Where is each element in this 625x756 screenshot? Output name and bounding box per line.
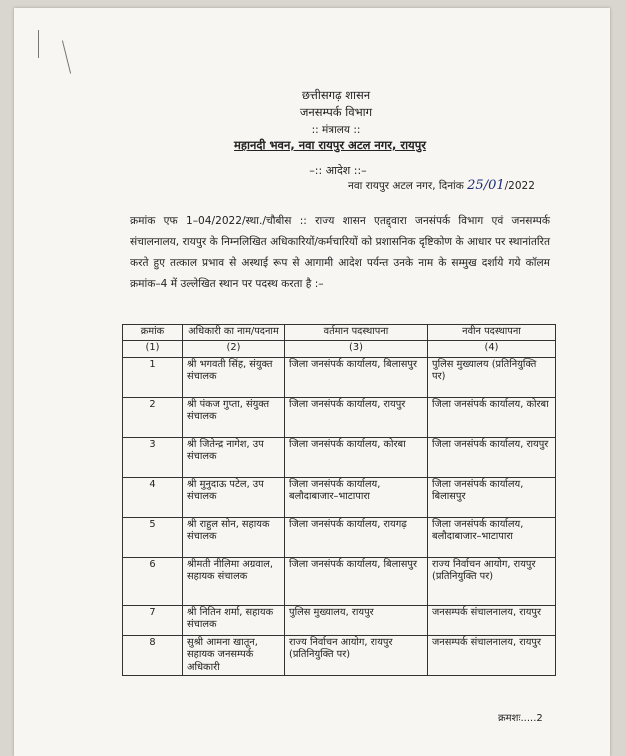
- table-row: [123, 635, 556, 676]
- table-row: [123, 557, 556, 605]
- serial-number: 6: [123, 557, 183, 605]
- serial-number: 8: [123, 635, 183, 676]
- date-year: /2022: [504, 180, 535, 192]
- current-posting: जिला जनसंपर्क कार्यालय, बलौदाबाजार–भाटापारा: [285, 477, 428, 517]
- order-dateline: [348, 178, 535, 193]
- order-paragraph: क्रमांक एफ 1–04/2022/स्था./चौबीस :: राज्य शासन एतद्द्वारा जनसंपर्क विभाग एवं जनसम्पर्क संचालनालय, रायपुर के निम्नलिखित अधिकारियों/कर्मचारियों को प्रशासनिक दृष्टिकोण के आधार पर स्थानांतरित करते हुए तत्काल प्रभाव से अस्थाई रूप से आगामी आदेश पर्यन्त उनके नाम के सम्मुख दर्शाये गये कॉलम क्रमांक–4 में उल्लेखित स्थान पर पदस्थ करता है :–: [130, 215, 550, 290]
- current-posting: जिला जनसंपर्क कार्यालय, बिलासपुर: [285, 557, 428, 605]
- ministry-label: :: मंत्रालय ::: [311, 124, 361, 136]
- col-header-current-posting: वर्तमान पदस्थापना: [285, 325, 428, 341]
- current-posting: पुलिस मुख्यालय, रायपुर: [285, 605, 428, 635]
- new-posting: जिला जनसंपर्क कार्यालय, बलौदाबाजार–भाटापारा: [428, 517, 556, 557]
- punch-mark: [38, 30, 39, 58]
- current-posting: राज्य निर्वाचन आयोग, रायपुर (प्रतिनियुक्ति पर): [285, 635, 428, 676]
- new-posting: जिला जनसंपर्क कार्यालय, कोरबा: [428, 397, 556, 437]
- serial-number: 5: [123, 517, 183, 557]
- officer-name: श्री राहुल सोन, सहायक संचालक: [183, 517, 285, 557]
- continued-note: क्रमशः.....2: [498, 713, 543, 724]
- new-posting: जनसम्पर्क संचालनालय, रायपुर: [428, 605, 556, 635]
- col-number: (2): [183, 340, 285, 357]
- handwritten-date: 25/01: [467, 178, 505, 193]
- govt-name: छत्तीसगढ़ शासन: [301, 88, 371, 102]
- new-posting: जिला जनसंपर्क कार्यालय, बिलासपुर: [428, 477, 556, 517]
- date-prefix: नवा रायपुर अटल नगर, दिनांक: [348, 180, 464, 192]
- officer-name: श्री भगवती सिंह, संयुक्त संचालक: [183, 357, 285, 397]
- serial-number: 2: [123, 397, 183, 437]
- serial-number: 1: [123, 357, 183, 397]
- col-number: (3): [285, 340, 428, 357]
- col-number: (1): [123, 340, 183, 357]
- current-posting: जिला जनसंपर्क कार्यालय, बिलासपुर: [285, 357, 428, 397]
- officer-name: श्री मुनुदाऊ पटेल, उप संचालक: [183, 477, 285, 517]
- serial-number: 7: [123, 605, 183, 635]
- order-heading: –:: आदेश ::–: [309, 164, 367, 177]
- table-row: [123, 605, 556, 635]
- new-posting: जिला जनसंपर्क कार्यालय, रायपुर: [428, 437, 556, 477]
- officer-name: श्री नितिन शर्मा, सहायक संचालक: [183, 605, 285, 635]
- office-address: महानदी भवन, नवा रायपुर अटल नगर, रायपुर: [234, 138, 426, 152]
- officer-name: श्री जितेन्द्र नागेश, उप संचालक: [183, 437, 285, 477]
- table-row: [123, 477, 556, 517]
- table-row: [123, 437, 556, 477]
- current-posting: जिला जनसंपर्क कार्यालय, कोरबा: [285, 437, 428, 477]
- serial-number: 4: [123, 477, 183, 517]
- new-posting: पुलिस मुख्यालय (प्रतिनियुक्ति पर): [428, 357, 556, 397]
- department-name: जनसम्पर्क विभाग: [299, 105, 373, 119]
- current-posting: जिला जनसंपर्क कार्यालय, रायगढ़: [285, 517, 428, 557]
- document-page: [14, 8, 610, 756]
- table-row: [123, 397, 556, 437]
- table-header-row: [123, 325, 556, 341]
- col-header-officer: अधिकारी का नाम/पदनाम: [183, 325, 285, 341]
- table-row: [123, 517, 556, 557]
- current-posting: जिला जनसंपर्क कार्यालय, रायपुर: [285, 397, 428, 437]
- new-posting: राज्य निर्वाचन आयोग, रायपुर (प्रतिनियुक्ति पर): [428, 557, 556, 605]
- col-header-new-posting: नवीन पदस्थापना: [428, 325, 556, 341]
- officer-name: सुश्री आमना खातून, सहायक जनसम्पर्क अधिकारी: [183, 635, 285, 676]
- col-header-serial: क्रमांक: [123, 325, 183, 341]
- officer-name: श्री पंकज गुप्ता, संयुक्त संचालक: [183, 397, 285, 437]
- transfer-table: [122, 324, 556, 676]
- column-number-row: [123, 340, 556, 357]
- punch-mark: [62, 40, 71, 73]
- new-posting: जनसम्पर्क संचालनालय, रायपुर: [428, 635, 556, 676]
- table-row: [123, 357, 556, 397]
- serial-number: 3: [123, 437, 183, 477]
- col-number: (4): [428, 340, 556, 357]
- officer-name: श्रीमती नीलिमा अग्रवाल, सहायक संचालक: [183, 557, 285, 605]
